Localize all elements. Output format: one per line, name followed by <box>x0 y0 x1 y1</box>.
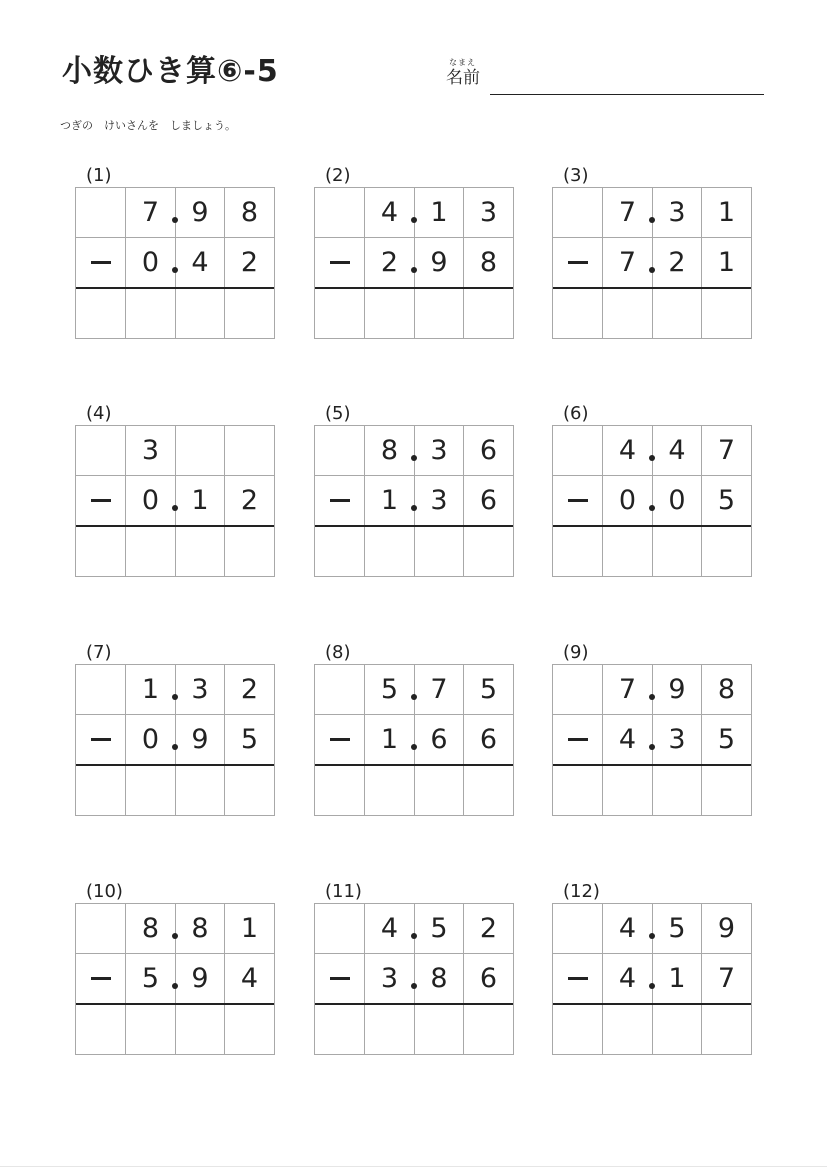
minuend-digit: 4 <box>380 197 399 228</box>
decimal-point <box>172 267 178 273</box>
minuend-digit: 4 <box>618 913 637 944</box>
minuend-digit: 8 <box>141 913 160 944</box>
answer-grid <box>75 425 275 577</box>
problem-label: (3) <box>563 165 589 186</box>
minus-sign <box>330 499 350 502</box>
problem-2 <box>314 165 514 365</box>
subtrahend-digit: 4 <box>191 247 209 278</box>
problem-6 <box>552 403 752 603</box>
minuend-digit: 8 <box>380 435 399 466</box>
problem-label: (10) <box>86 881 123 902</box>
minuend-digit: 3 <box>479 197 498 228</box>
answer-cell[interactable] <box>464 1005 514 1055</box>
problem-9 <box>552 642 752 842</box>
minuend-digit: 4 <box>380 913 399 944</box>
minuend-digit <box>175 426 225 476</box>
subtrahend-digit: 3 <box>430 485 448 516</box>
subtrahend-digit: 6 <box>479 963 498 994</box>
minuend-digit: 5 <box>430 913 448 944</box>
minuend-digit: 5 <box>380 674 399 705</box>
subtrahend-digit: 0 <box>141 724 160 755</box>
answer-grid <box>552 425 752 577</box>
subtrahend-digit: 6 <box>430 724 448 755</box>
minuend-digit: 8 <box>717 674 736 705</box>
answer-cell[interactable] <box>702 766 752 816</box>
minuend-digit <box>76 188 126 238</box>
answer-cell[interactable] <box>365 1005 415 1055</box>
answer-cell[interactable] <box>76 527 126 577</box>
answer-cell[interactable] <box>126 1005 176 1055</box>
minus-sign <box>568 261 588 264</box>
answer-cell[interactable] <box>76 289 126 339</box>
answer-cell[interactable] <box>315 1005 365 1055</box>
name-label: 名前 <box>446 68 480 88</box>
answer-cell[interactable] <box>315 527 365 577</box>
answer-grid <box>75 187 275 339</box>
minuend-digit: 8 <box>240 197 259 228</box>
decimal-point <box>649 694 655 700</box>
minuend-digit <box>225 426 275 476</box>
subtrahend-digit: 0 <box>141 485 160 516</box>
minus-sign <box>91 977 111 980</box>
problem-label: (12) <box>563 881 600 902</box>
problem-label: (6) <box>563 403 589 424</box>
answer-grid <box>75 903 275 1055</box>
subtrahend-digit: 5 <box>240 724 259 755</box>
answer-grid <box>552 903 752 1055</box>
answer-cell[interactable] <box>315 766 365 816</box>
minuend-digit: 5 <box>668 913 686 944</box>
answer-cell[interactable] <box>603 766 653 816</box>
problem-label: (4) <box>86 403 112 424</box>
problem-label: (2) <box>325 165 351 186</box>
decimal-point <box>172 933 178 939</box>
answer-cell[interactable] <box>603 527 653 577</box>
subtrahend-digit: 0 <box>141 247 160 278</box>
minuend-digit: 1 <box>717 197 736 228</box>
minus-sign <box>91 499 111 502</box>
subtrahend-digit: 2 <box>240 247 259 278</box>
answer-cell[interactable] <box>76 766 126 816</box>
answer-cell[interactable] <box>553 289 603 339</box>
subtrahend-digit: 1 <box>717 247 736 278</box>
minuend-digit <box>315 665 365 715</box>
answer-cell[interactable] <box>414 1005 464 1055</box>
problem-label: (11) <box>325 881 362 902</box>
problem-1 <box>75 165 275 365</box>
answer-cell[interactable] <box>225 1005 275 1055</box>
decimal-point <box>411 455 417 461</box>
name-write-line[interactable] <box>490 94 764 95</box>
problem-3 <box>552 165 752 365</box>
answer-cell[interactable] <box>652 1005 702 1055</box>
decimal-point <box>172 744 178 750</box>
minuend-digit: 9 <box>191 197 209 228</box>
minuend-digit: 7 <box>430 674 448 705</box>
problem-4 <box>75 403 275 603</box>
subtrahend-digit: 2 <box>668 247 686 278</box>
minuend-digit: 7 <box>717 435 736 466</box>
minuend-digit <box>315 188 365 238</box>
answer-cell[interactable] <box>225 766 275 816</box>
decimal-point <box>649 217 655 223</box>
answer-cell[interactable] <box>126 289 176 339</box>
minus-sign <box>330 977 350 980</box>
minuend-digit: 9 <box>668 674 686 705</box>
decimal-point <box>172 505 178 511</box>
minuend-digit: 5 <box>479 674 498 705</box>
answer-cell[interactable] <box>365 766 415 816</box>
subtrahend-digit: 3 <box>380 963 399 994</box>
problem-label: (5) <box>325 403 351 424</box>
minuend-digit: 7 <box>141 197 160 228</box>
subtrahend-digit: 3 <box>668 724 686 755</box>
subtrahend-digit: 9 <box>191 724 209 755</box>
answer-cell[interactable] <box>702 289 752 339</box>
subtrahend-digit: 1 <box>380 485 399 516</box>
answer-cell[interactable] <box>175 1005 225 1055</box>
minuend-digit: 7 <box>618 197 637 228</box>
answer-cell[interactable] <box>553 527 603 577</box>
minuend-digit: 2 <box>479 913 498 944</box>
answer-cell[interactable] <box>126 766 176 816</box>
problem-label: (1) <box>86 165 112 186</box>
subtrahend-digit: 7 <box>618 247 637 278</box>
problem-label: (9) <box>563 642 589 663</box>
minuend-digit: 8 <box>191 913 209 944</box>
subtrahend-digit: 6 <box>479 724 498 755</box>
answer-cell[interactable] <box>553 1005 603 1055</box>
problem-label: (7) <box>86 642 112 663</box>
subtrahend-digit: 1 <box>380 724 399 755</box>
problem-12 <box>552 881 752 1081</box>
problem-10 <box>75 881 275 1081</box>
problem-7 <box>75 642 275 842</box>
answer-cell[interactable] <box>702 527 752 577</box>
answer-grid <box>314 187 514 339</box>
problem-8 <box>314 642 514 842</box>
minuend-digit <box>76 904 126 954</box>
decimal-point <box>411 267 417 273</box>
instructions: つぎの けいさんを しましょう。 <box>60 119 236 132</box>
answer-cell[interactable] <box>414 289 464 339</box>
minus-sign <box>91 738 111 741</box>
problem-label: (8) <box>325 642 351 663</box>
worksheet-title: 小数ひき算⑥-5 <box>62 54 279 89</box>
decimal-point <box>172 983 178 989</box>
decimal-point <box>649 455 655 461</box>
minus-sign <box>568 499 588 502</box>
subtrahend-digit: 5 <box>717 724 736 755</box>
answer-cell[interactable] <box>126 527 176 577</box>
minuend-digit: 4 <box>668 435 686 466</box>
minuend-digit: 1 <box>240 913 259 944</box>
subtrahend-digit: 4 <box>618 963 637 994</box>
answer-grid <box>552 664 752 816</box>
subtrahend-digit: 4 <box>240 963 259 994</box>
answer-cell[interactable] <box>652 527 702 577</box>
subtrahend-digit: 1 <box>668 963 686 994</box>
decimal-point <box>411 217 417 223</box>
decimal-point <box>649 505 655 511</box>
page-bottom-rule <box>0 1166 827 1167</box>
minuend-digit: 3 <box>141 435 160 466</box>
minus-sign <box>91 261 111 264</box>
minuend-digit <box>76 426 126 476</box>
problem-5 <box>314 403 514 603</box>
minuend-digit: 6 <box>479 435 498 466</box>
answer-cell[interactable] <box>365 527 415 577</box>
minus-sign <box>568 738 588 741</box>
subtrahend-digit: 1 <box>191 485 209 516</box>
minus-sign <box>568 977 588 980</box>
decimal-point <box>411 744 417 750</box>
answer-cell[interactable] <box>464 766 514 816</box>
decimal-point <box>411 694 417 700</box>
answer-cell[interactable] <box>464 527 514 577</box>
name-ruby: なまえ <box>449 58 476 67</box>
answer-cell[interactable] <box>225 527 275 577</box>
answer-cell[interactable] <box>553 766 603 816</box>
answer-cell[interactable] <box>603 289 653 339</box>
minuend-digit: 7 <box>618 674 637 705</box>
subtrahend-digit: 9 <box>430 247 448 278</box>
minus-sign <box>330 738 350 741</box>
decimal-point <box>411 505 417 511</box>
subtrahend-digit: 9 <box>191 963 209 994</box>
minuend-digit <box>553 665 603 715</box>
subtrahend-digit: 0 <box>618 485 637 516</box>
answer-cell[interactable] <box>702 1005 752 1055</box>
subtrahend-digit: 8 <box>479 247 498 278</box>
minuend-digit: 1 <box>141 674 160 705</box>
decimal-point <box>172 694 178 700</box>
subtrahend-digit: 7 <box>717 963 736 994</box>
answer-cell[interactable] <box>603 1005 653 1055</box>
minuend-digit: 3 <box>430 435 448 466</box>
minuend-digit: 3 <box>668 197 686 228</box>
subtrahend-digit: 0 <box>668 485 686 516</box>
subtrahend-digit: 2 <box>240 485 259 516</box>
minuend-digit <box>315 904 365 954</box>
minuend-digit <box>76 665 126 715</box>
minuend-digit: 4 <box>618 435 637 466</box>
subtrahend-digit: 2 <box>380 247 399 278</box>
answer-cell[interactable] <box>175 289 225 339</box>
answer-cell[interactable] <box>464 289 514 339</box>
minuend-digit: 2 <box>240 674 259 705</box>
answer-cell[interactable] <box>175 766 225 816</box>
decimal-point <box>649 744 655 750</box>
subtrahend-digit: 5 <box>717 485 736 516</box>
decimal-point <box>411 983 417 989</box>
answer-grid <box>314 903 514 1055</box>
answer-grid <box>314 425 514 577</box>
answer-cell[interactable] <box>225 289 275 339</box>
subtrahend-digit: 5 <box>141 963 160 994</box>
minuend-digit: 3 <box>191 674 209 705</box>
decimal-point <box>649 267 655 273</box>
answer-cell[interactable] <box>652 289 702 339</box>
minuend-digit <box>553 188 603 238</box>
answer-cell[interactable] <box>414 766 464 816</box>
answer-cell[interactable] <box>175 527 225 577</box>
problem-11 <box>314 881 514 1081</box>
decimal-point <box>649 983 655 989</box>
decimal-point <box>411 933 417 939</box>
answer-grid <box>75 664 275 816</box>
answer-cell[interactable] <box>414 527 464 577</box>
decimal-point <box>649 933 655 939</box>
minuend-digit <box>553 426 603 476</box>
minuend-digit <box>315 426 365 476</box>
minuend-digit: 9 <box>717 913 736 944</box>
answer-cell[interactable] <box>652 766 702 816</box>
answer-cell[interactable] <box>76 1005 126 1055</box>
answer-cell[interactable] <box>365 289 415 339</box>
subtrahend-digit: 6 <box>479 485 498 516</box>
minuend-digit: 1 <box>430 197 448 228</box>
subtrahend-digit: 4 <box>618 724 637 755</box>
subtrahend-digit: 8 <box>430 963 448 994</box>
minuend-digit <box>553 904 603 954</box>
minus-sign <box>330 261 350 264</box>
answer-cell[interactable] <box>315 289 365 339</box>
decimal-point <box>172 217 178 223</box>
answer-grid <box>552 187 752 339</box>
answer-grid <box>314 664 514 816</box>
